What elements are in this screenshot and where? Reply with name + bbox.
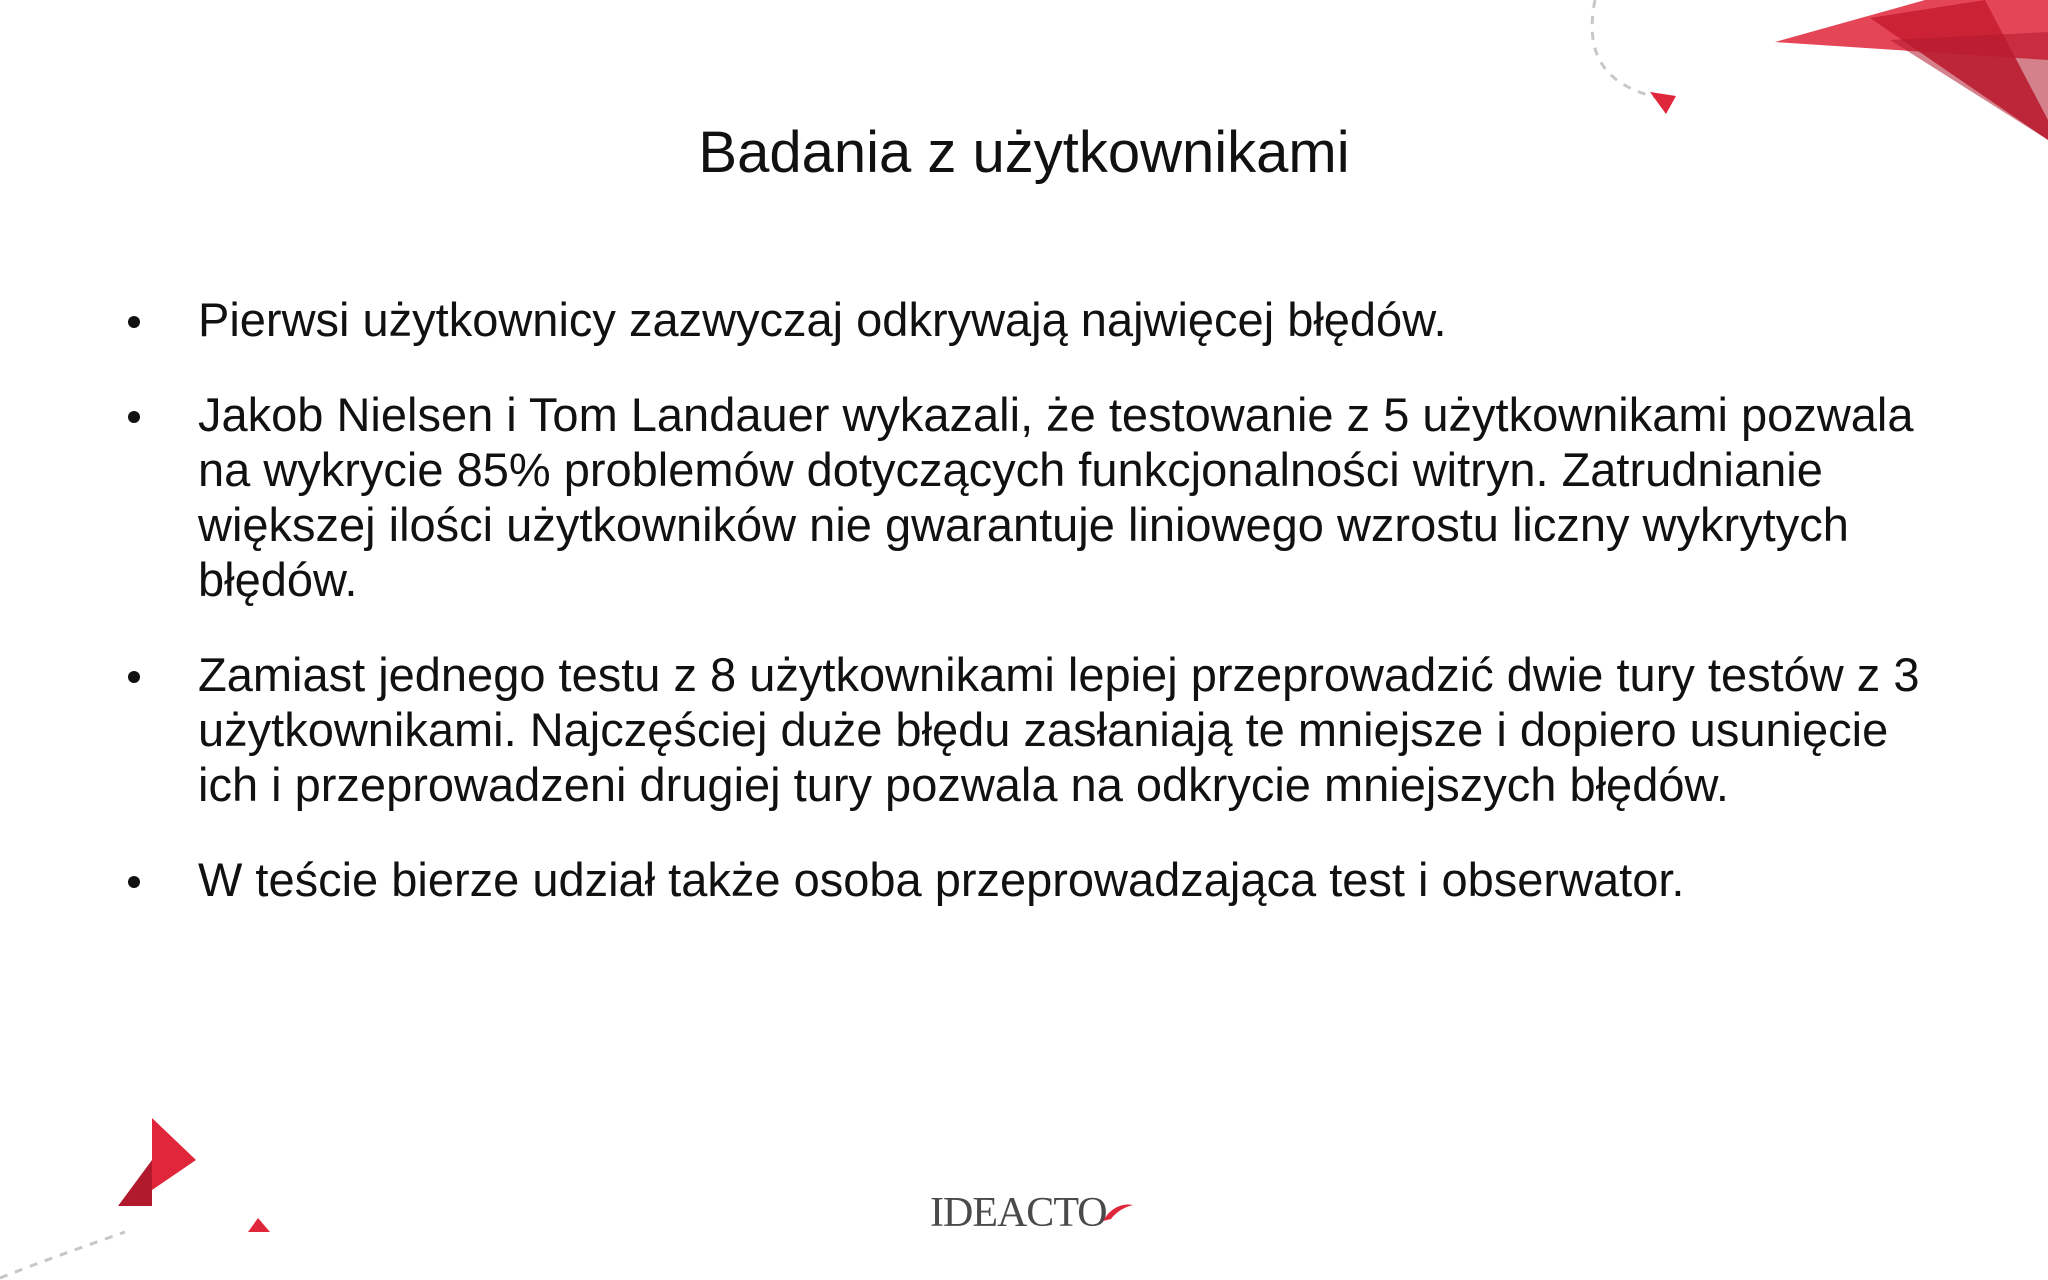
bullet-dot-icon — [128, 411, 140, 423]
swoosh-icon — [1101, 1201, 1135, 1225]
bullet-list — [120, 292, 1920, 947]
bullet-text: Zamiast jednego testu z 8 użytkownikami lepiej przeprowadzić dwie tury testów z 3 użytkownikami. Najczęściej duże błędu zasłaniają te mniejsze i dopiero usunięcie ich i przeprowadzeni drugiej tury pozwala na odkrycie mniejszych błędów. — [198, 648, 1920, 811]
slide-title: Badania z użytkownikami — [698, 120, 1350, 185]
bullet-item — [120, 292, 1920, 347]
bullet-item — [120, 852, 1920, 907]
bullet-item — [120, 647, 1920, 812]
company-logo — [930, 1188, 1135, 1238]
bullet-text: W teście bierze udział także osoba przeprowadzająca test i obserwator. — [198, 853, 1685, 906]
bullet-dot-icon — [128, 671, 140, 683]
bullet-dot-icon — [128, 316, 140, 328]
bullet-text: Pierwsi użytkownicy zazwyczaj odkrywają najwięcej błędów. — [198, 293, 1447, 346]
bullet-dot-icon — [128, 876, 140, 888]
bullet-text: Jakob Nielsen i Tom Landauer wykazali, że testowanie z 5 użytkownikami pozwala na wykrycie 85% problemów dotyczących funkcjonalności witryn. Zatrudnianie większej ilości użytkowników nie gwarantuje liniowego wzrostu liczny wykrytych błędów. — [198, 388, 1914, 606]
dashed-arrow-icon — [1592, 0, 1676, 114]
bullet-item — [120, 387, 1920, 607]
logo-text: IDEACTO — [930, 1190, 1107, 1236]
bottom-left-arrow-icon — [0, 1118, 270, 1278]
